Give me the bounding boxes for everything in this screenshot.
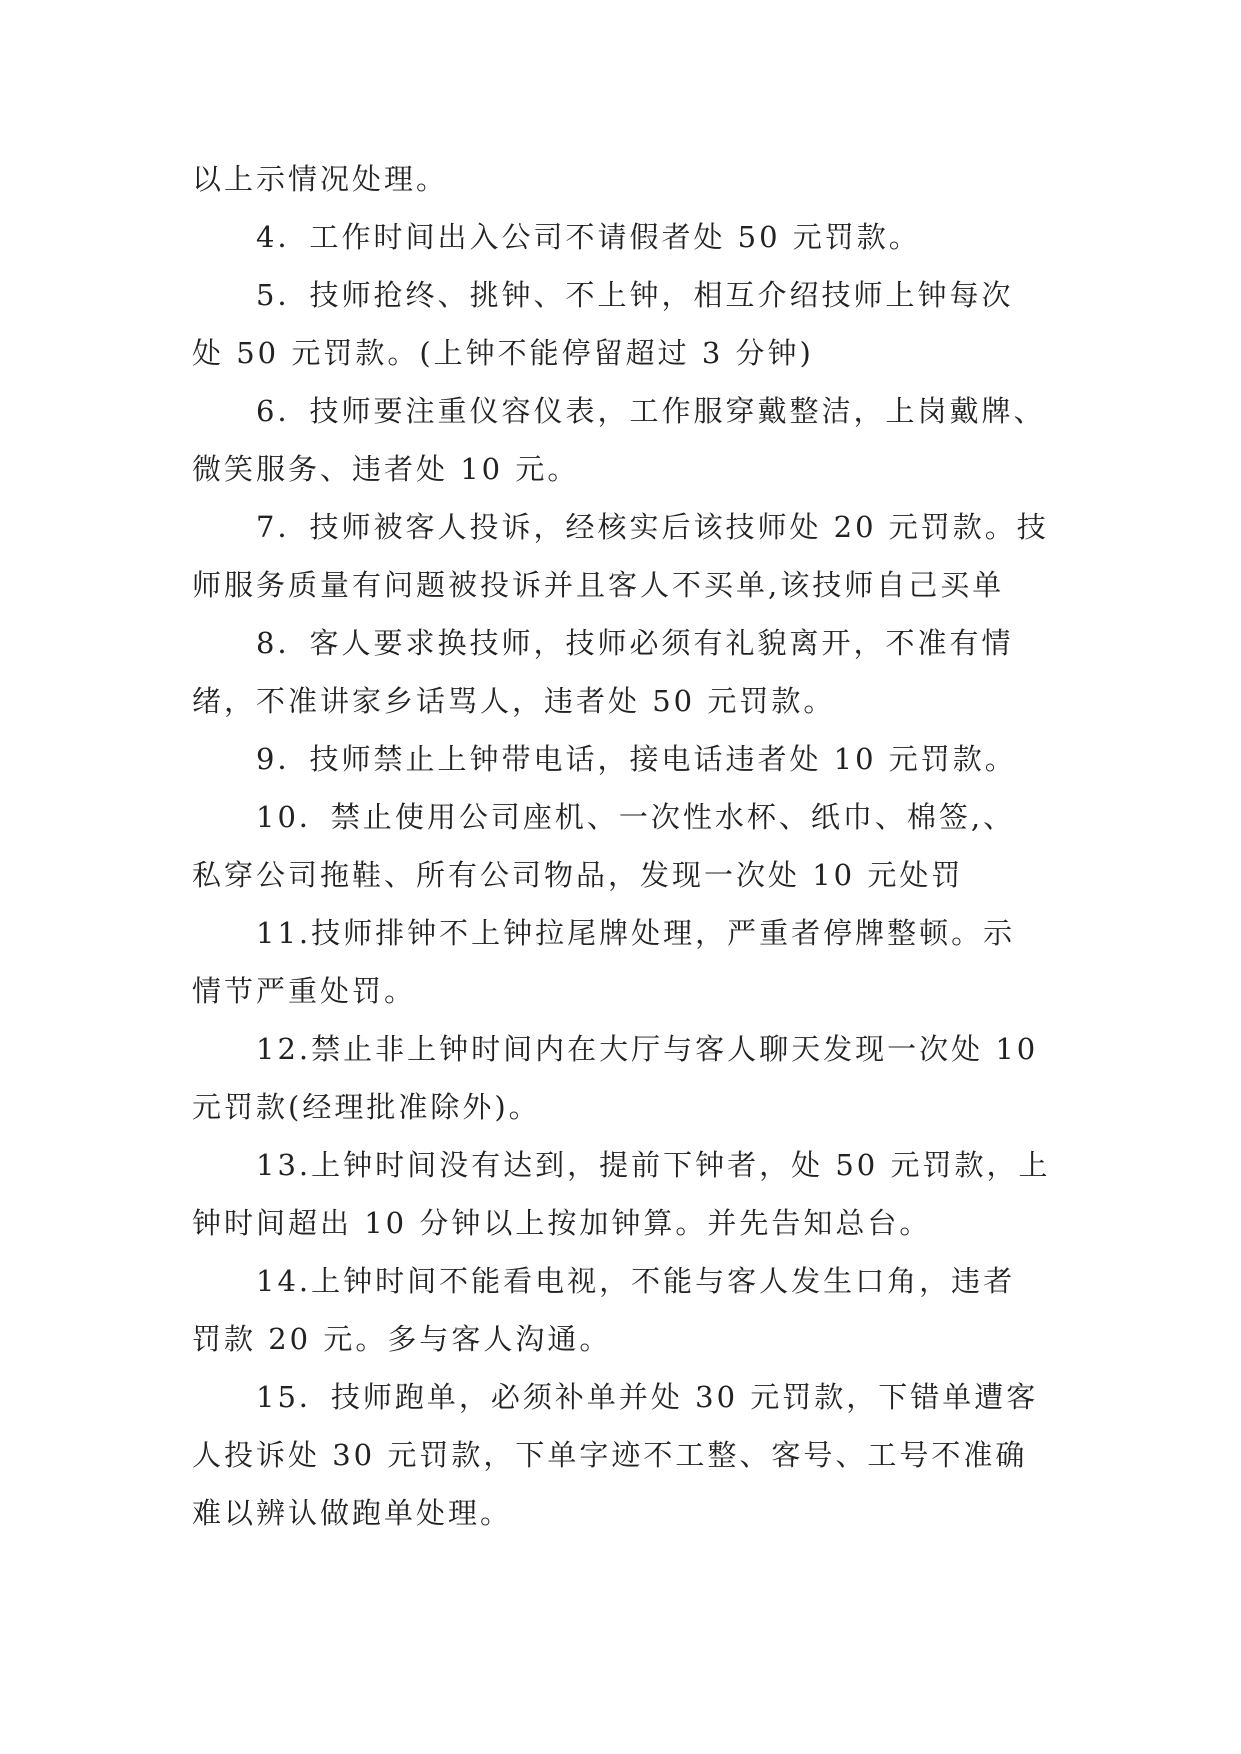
text-line: 师服务质量有问题被投诉并且客人不买单,该技师自己买单 [192, 568, 1005, 602]
text-line: 6．技师要注重仪容仪表，工作服穿戴整洁，上岗戴牌、 [256, 394, 1046, 428]
text-line: 罚款 20 元。多与客人沟通。 [192, 1322, 612, 1356]
text-line: 9．技师禁止上钟带电话，接电话违者处 10 元罚款。 [256, 742, 1017, 776]
text-line: 难以辨认做跑单处理。 [192, 1496, 513, 1530]
text-line: 7．技师被客人投诉，经核实后该技师处 20 元罚款。技 [256, 510, 1049, 544]
text-line: 10．禁止使用公司座机、一次性水杯、纸巾、棉签,、 [256, 800, 1016, 834]
text-line: 私穿公司拖鞋、所有公司物品，发现一次处 10 元处罚 [192, 858, 964, 892]
text-line: 钟时间超出 10 分钟以上按加钟算。并先告知总台。 [192, 1206, 932, 1240]
text-line: 14.上钟时间不能看电视，不能与客人发生口角，违者 [256, 1264, 1016, 1298]
text-line: 8．客人要求换技师，技师必须有礼貌离开，不准有情 [256, 626, 1014, 660]
text-line: 11.技师排钟不上钟拉尾牌处理，严重者停牌整顿。示 [256, 916, 1016, 950]
text-line: 人投诉处 30 元罚款，下单字迹不工整、客号、工号不准确 [192, 1438, 1028, 1472]
text-line: 元罚款(经理批准除外)。 [192, 1090, 541, 1124]
text-line: 处 50 元罚款。(上钟不能停留超过 3 分钟) [192, 336, 814, 370]
text-line: 以上示情况处理。 [192, 162, 449, 196]
text-line: 绪，不准讲家乡话骂人，违者处 50 元罚款。 [192, 684, 836, 718]
text-line: 15．技师跑单，必须补单并处 30 元罚款，下错单遭客 [256, 1380, 1039, 1414]
text-line: 微笑服务、违者处 10 元。 [192, 452, 580, 486]
text-line: 12.禁止非上钟时间内在大厅与客人聊天发现一次处 10 [256, 1032, 1039, 1066]
text-line: 4．工作时间出入公司不请假者处 50 元罚款。 [256, 220, 921, 254]
document-body [192, 150, 1052, 1542]
text-line: 13.上钟时间没有达到，提前下钟者，处 50 元罚款，上 [256, 1148, 1051, 1182]
text-line: 情节严重处罚。 [192, 974, 417, 1008]
text-line: 5．技师抢终、挑钟、不上钟，相互介绍技师上钟每次 [256, 278, 1014, 312]
